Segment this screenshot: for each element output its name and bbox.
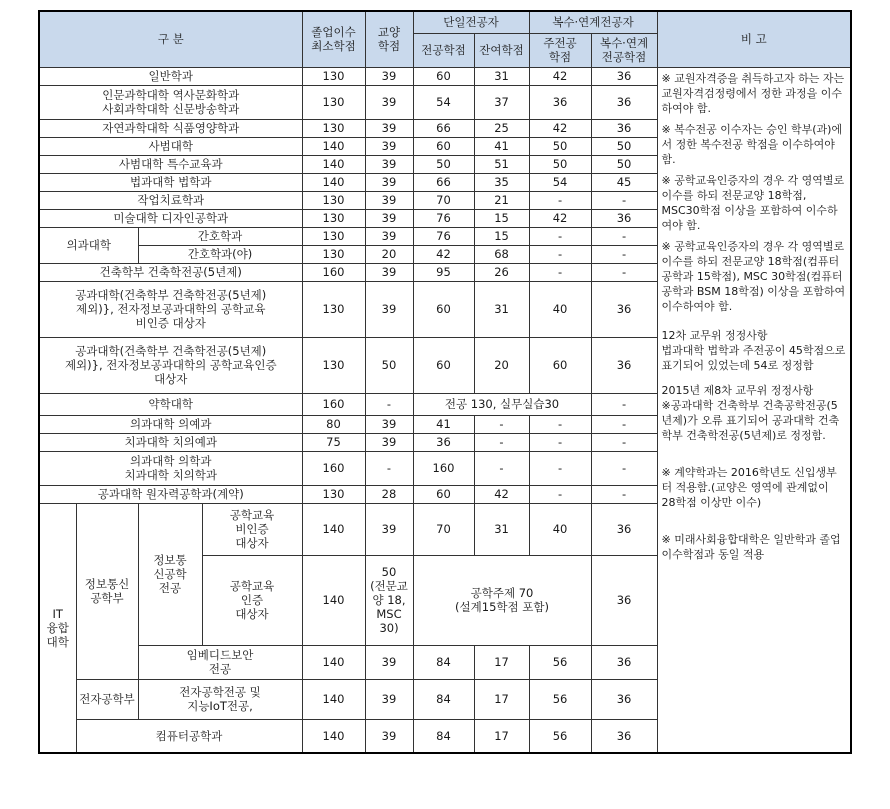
row-label: 법과대학 법학과 bbox=[39, 173, 302, 191]
remark-note: 2015년 제8차 교무위 정정사항 ※공과대학 건축학부 건축공학전공(5년제)가 오류 표기되어 공과대학 건축학부 건축학전공(5년제)로 정정함. bbox=[661, 383, 840, 442]
table-cell: 20 bbox=[365, 245, 413, 263]
table-cell: 21 bbox=[474, 191, 529, 209]
table-cell: 70 bbox=[413, 503, 474, 555]
table-cell: 31 bbox=[474, 503, 529, 555]
table-cell: 39 bbox=[365, 263, 413, 281]
table-cell: 15 bbox=[474, 209, 529, 227]
table-cell: 39 bbox=[365, 209, 413, 227]
table-cell: 42 bbox=[529, 209, 591, 227]
table-cell: 공학주제 70 (설계15학점 포함) bbox=[413, 555, 591, 645]
table-cell: 140 bbox=[302, 173, 365, 191]
table-cell: - bbox=[529, 263, 591, 281]
table-cell: 70 bbox=[413, 191, 474, 209]
header-double-major: 복수·연계전공자 bbox=[529, 11, 657, 33]
graduation-credit-table bbox=[38, 10, 852, 754]
table-cell: - bbox=[529, 227, 591, 245]
table-cell: 84 bbox=[413, 645, 474, 679]
division-label: 정보통신 공학부 bbox=[76, 503, 138, 679]
table-cell: 80 bbox=[302, 415, 365, 433]
table-cell: 50 (전문교 양 18, MSC 30) bbox=[365, 555, 413, 645]
remarks-cell bbox=[657, 67, 851, 753]
table-cell: 36 bbox=[591, 281, 657, 337]
college-label: IT 융합 대학 bbox=[39, 503, 76, 753]
header-main-major: 주전공 학점 bbox=[529, 33, 591, 67]
row-label: 건축학부 건축학전공(5년제) bbox=[39, 263, 302, 281]
table-cell: 39 bbox=[365, 173, 413, 191]
table-cell: 130 bbox=[302, 485, 365, 503]
header-grad-credits: 졸업이수 최소학점 bbox=[302, 11, 365, 67]
table-cell: - bbox=[529, 245, 591, 263]
table-cell: 39 bbox=[365, 191, 413, 209]
table-cell: 140 bbox=[302, 679, 365, 719]
row-label: 자연과학대학 식품영양학과 bbox=[39, 119, 302, 137]
table-cell: 50 bbox=[529, 155, 591, 173]
row-label: 공과대학(건축학부 건축학전공(5년제) 제외)}, 전자정보공과대학의 공학교육인증 대상자 bbox=[39, 337, 302, 393]
table-cell: 39 bbox=[365, 119, 413, 137]
table-cell: 40 bbox=[529, 281, 591, 337]
table-cell: 36 bbox=[529, 85, 591, 119]
table-cell: 140 bbox=[302, 155, 365, 173]
table-cell: 60 bbox=[413, 485, 474, 503]
table-cell: 36 bbox=[591, 337, 657, 393]
row-label: 공과대학 원자력공학과(계약) bbox=[39, 485, 302, 503]
table-cell: 31 bbox=[474, 281, 529, 337]
table-cell: 160 bbox=[413, 451, 474, 485]
table-cell: - bbox=[529, 485, 591, 503]
table-cell: 39 bbox=[365, 155, 413, 173]
table-cell: - bbox=[474, 451, 529, 485]
table-cell: 50 bbox=[365, 337, 413, 393]
table-cell: 41 bbox=[413, 415, 474, 433]
table-cell: 56 bbox=[529, 719, 591, 753]
row-label: 약학대학 bbox=[39, 393, 302, 415]
table-body bbox=[39, 67, 851, 753]
header-major-credits: 전공학점 bbox=[413, 33, 474, 67]
row-label: 사범대학 특수교육과 bbox=[39, 155, 302, 173]
table-cell: - bbox=[365, 393, 413, 415]
remark-note: 12차 교무위 정정사항 법과대학 법학과 주전공이 45학점으로 표기되어 있었는데 54로 정정함 bbox=[661, 328, 846, 372]
table-cell: 75 bbox=[302, 433, 365, 451]
table-cell: 15 bbox=[474, 227, 529, 245]
credit-table-container bbox=[38, 10, 850, 754]
row-label: 간호학과 bbox=[138, 227, 302, 245]
table-cell: 36 bbox=[591, 209, 657, 227]
table-cell: 39 bbox=[365, 433, 413, 451]
table-cell: 76 bbox=[413, 227, 474, 245]
table-cell: 56 bbox=[529, 679, 591, 719]
table-cell: - bbox=[591, 393, 657, 415]
table-cell: - bbox=[529, 415, 591, 433]
table-cell: 17 bbox=[474, 679, 529, 719]
row-label: 미술대학 디자인공학과 bbox=[39, 209, 302, 227]
row-label: 작업치료학과 bbox=[39, 191, 302, 209]
division-label: 전자공학부 bbox=[76, 679, 138, 719]
remark-note: ※ 복수전공 이수자는 승인 학부(과)에서 정한 복수전공 학점을 이수하여야 함. bbox=[661, 122, 843, 166]
table-cell: 45 bbox=[591, 173, 657, 191]
table-cell: 39 bbox=[365, 67, 413, 85]
table-row bbox=[39, 67, 851, 85]
table-cell: 42 bbox=[529, 119, 591, 137]
table-cell: - bbox=[591, 451, 657, 485]
table-cell: 42 bbox=[529, 67, 591, 85]
table-cell: 140 bbox=[302, 137, 365, 155]
table-cell: 35 bbox=[474, 173, 529, 191]
table-cell: 140 bbox=[302, 555, 365, 645]
row-label: 공과대학(건축학부 건축학전공(5년제) 제외)}, 전자정보공과대학의 공학교육 비인증 대상자 bbox=[39, 281, 302, 337]
table-cell: - bbox=[474, 415, 529, 433]
table-cell: 39 bbox=[365, 503, 413, 555]
remark-note: ※ 교원자격증을 취득하고자 하는 자는 교원자격검정령에서 정한 과정을 이수하여야 함. bbox=[661, 71, 845, 115]
major-label: 정보통 신공학 전공 bbox=[138, 503, 202, 645]
table-cell: 130 bbox=[302, 119, 365, 137]
table-cell: 130 bbox=[302, 209, 365, 227]
table-cell: 39 bbox=[365, 281, 413, 337]
table-cell: 25 bbox=[474, 119, 529, 137]
table-cell: 41 bbox=[474, 137, 529, 155]
table-cell: 39 bbox=[365, 137, 413, 155]
table-cell: 140 bbox=[302, 645, 365, 679]
table-cell: 36 bbox=[591, 679, 657, 719]
table-cell: 36 bbox=[591, 67, 657, 85]
table-cell: 36 bbox=[591, 645, 657, 679]
table-cell: 39 bbox=[365, 227, 413, 245]
table-cell: 42 bbox=[413, 245, 474, 263]
table-cell: 39 bbox=[365, 719, 413, 753]
table-cell: 36 bbox=[591, 719, 657, 753]
table-cell: 39 bbox=[365, 679, 413, 719]
table-cell: - bbox=[529, 191, 591, 209]
remark-note: ※ 계약학과는 2016학년도 신입생부터 적용함.(교양은 영역에 관계없이 28학점 이상만 이수) bbox=[661, 465, 837, 509]
table-cell: 130 bbox=[302, 67, 365, 85]
table-cell: 160 bbox=[302, 393, 365, 415]
table-cell: - bbox=[591, 263, 657, 281]
table-cell: 전공 130, 실무실습30 bbox=[413, 393, 591, 415]
table-cell: - bbox=[591, 485, 657, 503]
row-label: 인문과학대학 역사문화학과 사회과학대학 신문방송학과 bbox=[39, 85, 302, 119]
table-cell: 36 bbox=[591, 85, 657, 119]
table-cell: 51 bbox=[474, 155, 529, 173]
table-cell: 84 bbox=[413, 719, 474, 753]
table-cell: 60 bbox=[529, 337, 591, 393]
table-cell: 140 bbox=[302, 719, 365, 753]
table-cell: 60 bbox=[413, 281, 474, 337]
table-cell: 17 bbox=[474, 719, 529, 753]
row-label: 의과대학 의예과 bbox=[39, 415, 302, 433]
table-cell: 50 bbox=[591, 155, 657, 173]
row-label: 공학교육 인증 대상자 bbox=[202, 555, 302, 645]
table-cell: 40 bbox=[529, 503, 591, 555]
table-cell: - bbox=[591, 433, 657, 451]
table-cell: 160 bbox=[302, 263, 365, 281]
table-cell: 36 bbox=[591, 503, 657, 555]
table-cell: 50 bbox=[413, 155, 474, 173]
table-cell: 60 bbox=[413, 337, 474, 393]
header-category: 구 분 bbox=[39, 11, 302, 67]
table-cell: 56 bbox=[529, 645, 591, 679]
table-cell: 28 bbox=[365, 485, 413, 503]
header-liberal: 교양 학점 bbox=[365, 11, 413, 67]
table-cell: 130 bbox=[302, 191, 365, 209]
row-label: 임베디드보안 전공 bbox=[138, 645, 302, 679]
table-cell: - bbox=[474, 433, 529, 451]
table-cell: 50 bbox=[591, 137, 657, 155]
table-cell: 54 bbox=[529, 173, 591, 191]
college-label: 의과대학 bbox=[39, 227, 138, 263]
table-cell: 54 bbox=[413, 85, 474, 119]
table-cell: 130 bbox=[302, 281, 365, 337]
row-label: 간호학과(야) bbox=[138, 245, 302, 263]
table-cell: 95 bbox=[413, 263, 474, 281]
table-cell: 66 bbox=[413, 173, 474, 191]
table-cell: - bbox=[591, 415, 657, 433]
table-cell: 36 bbox=[591, 119, 657, 137]
remark-note: ※ 공학교육인증자의 경우 각 영역별로 이수를 하되 전문교양 18학점(컴퓨터공학과 15학점), MSC 30학점(컴퓨터공학과 BSM 18학점) 이상을 포함하여 이수하여야 함. bbox=[661, 239, 846, 313]
table-cell: 42 bbox=[474, 485, 529, 503]
table-cell: - bbox=[365, 451, 413, 485]
table-cell: 130 bbox=[302, 227, 365, 245]
remark-note: ※ 미래사회융합대학은 일반학과 졸업 이수학점과 동일 적용 bbox=[661, 532, 841, 561]
table-cell: 50 bbox=[529, 137, 591, 155]
table-cell: 160 bbox=[302, 451, 365, 485]
table-cell: 39 bbox=[365, 415, 413, 433]
table-cell: 39 bbox=[365, 85, 413, 119]
table-cell: 60 bbox=[413, 67, 474, 85]
table-cell: 60 bbox=[413, 137, 474, 155]
row-label: 컴퓨터공학과 bbox=[76, 719, 302, 753]
header-remaining-credits: 잔여학점 bbox=[474, 33, 529, 67]
table-cell: 84 bbox=[413, 679, 474, 719]
table-cell: - bbox=[591, 245, 657, 263]
table-cell: 36 bbox=[413, 433, 474, 451]
row-label: 일반학과 bbox=[39, 67, 302, 85]
table-cell: 26 bbox=[474, 263, 529, 281]
table-cell: 36 bbox=[591, 555, 657, 645]
table-cell: - bbox=[591, 191, 657, 209]
row-label: 의과대학 의학과 치과대학 치의학과 bbox=[39, 451, 302, 485]
header-single-major: 단일전공자 bbox=[413, 11, 529, 33]
table-cell: - bbox=[591, 227, 657, 245]
table-cell: 130 bbox=[302, 337, 365, 393]
row-label: 치과대학 치의예과 bbox=[39, 433, 302, 451]
table-cell: 130 bbox=[302, 245, 365, 263]
row-label: 공학교육 비인증 대상자 bbox=[202, 503, 302, 555]
table-cell: 20 bbox=[474, 337, 529, 393]
row-label: 사범대학 bbox=[39, 137, 302, 155]
remark-note: ※ 공학교육인증자의 경우 각 영역별로 이수를 하되 전문교양 18학점, MSC30학점 이상을 포함하여 이수하여야 함. bbox=[661, 173, 845, 232]
header-remarks: 비 고 bbox=[657, 11, 851, 67]
row-label: 전자공학전공 및 지능IoT전공, bbox=[138, 679, 302, 719]
table-cell: 140 bbox=[302, 503, 365, 555]
table-cell: 37 bbox=[474, 85, 529, 119]
table-cell: - bbox=[529, 451, 591, 485]
table-cell: - bbox=[529, 433, 591, 451]
table-cell: 130 bbox=[302, 85, 365, 119]
table-cell: 66 bbox=[413, 119, 474, 137]
table-cell: 68 bbox=[474, 245, 529, 263]
table-cell: 76 bbox=[413, 209, 474, 227]
table-cell: 31 bbox=[474, 67, 529, 85]
table-cell: 39 bbox=[365, 645, 413, 679]
header-linked-major: 복수·연계 전공학점 bbox=[591, 33, 657, 67]
table-cell: 17 bbox=[474, 645, 529, 679]
